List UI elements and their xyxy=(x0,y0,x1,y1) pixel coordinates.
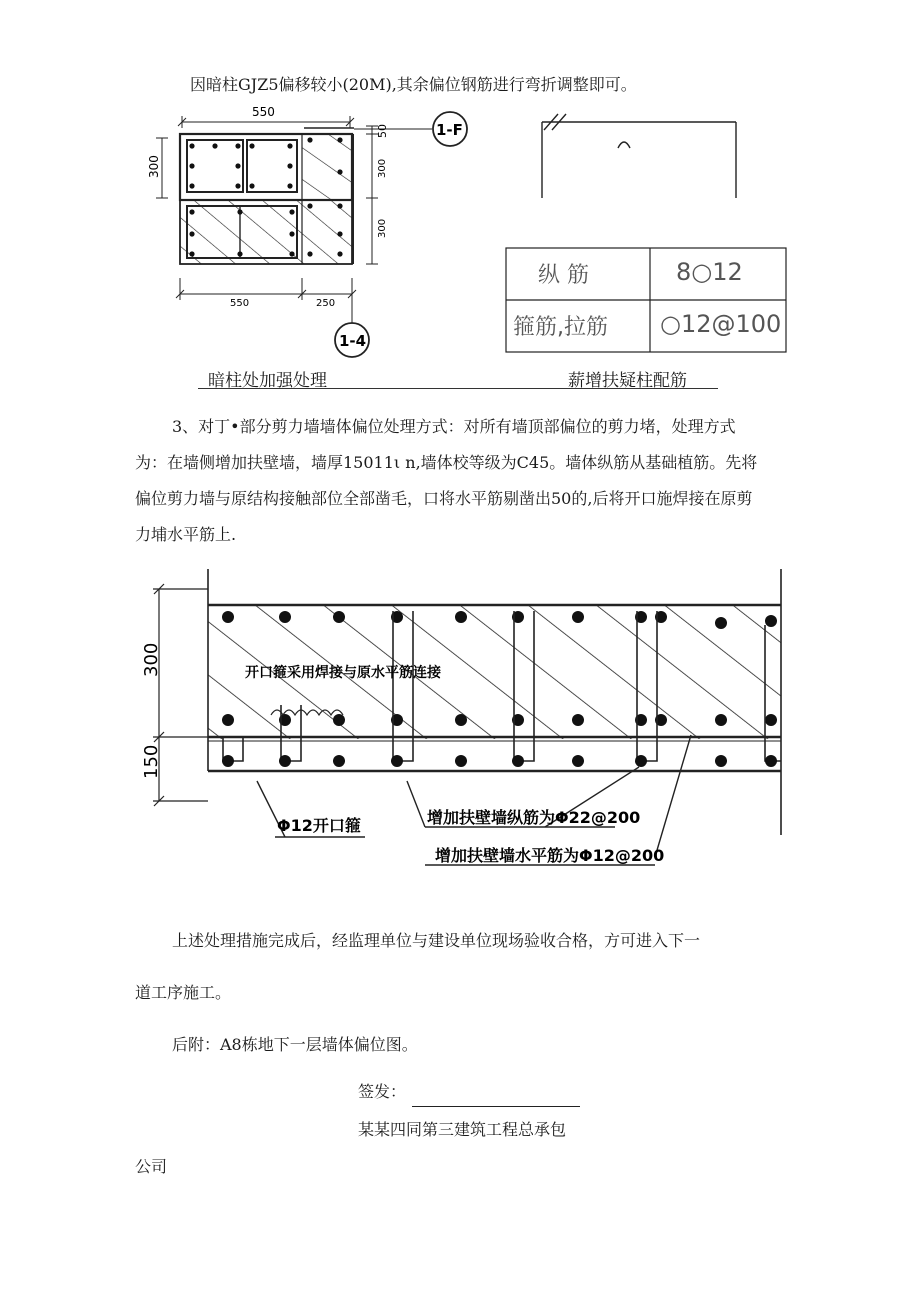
attachment-note: 后附：A8栋地下一层墙体偏位图。 xyxy=(172,1035,418,1054)
dim-left: 300 xyxy=(147,155,161,178)
caption-column-reinforcement: 暗柱处加强处理 xyxy=(208,371,327,391)
table-value-stirrup: ○12@100 xyxy=(660,310,782,338)
sign-row xyxy=(358,1077,580,1107)
label-horizontal-rebar: 增加扶壁墙水平筋为Φ12@200 xyxy=(435,846,665,865)
company-line-1: 某某四同第三建筑工程总承包 xyxy=(358,1120,567,1139)
section3-line-1: 3、对丁•部分剪力墙墙体偏位处理方式：对所有墙顶部偏位的剪力堵，处理方式 xyxy=(172,417,736,436)
dim-bottom-right: 250 xyxy=(316,298,336,309)
table-label-longitudinal: 纵 筋 xyxy=(538,263,589,288)
axis-tag-bottom: 1-4 xyxy=(339,332,367,350)
closing-line-1: 上述处理措施完成后，经监理单位与建设单位现场验收合格，方可进入下一 xyxy=(172,931,701,950)
table-value-longitudinal: 8○12 xyxy=(676,258,743,286)
section3-line-4: 力埔水平筋上. xyxy=(135,525,237,544)
sign-label: 签发： xyxy=(358,1082,407,1101)
axis-tag-top: 1-F xyxy=(436,121,463,139)
section3-line-2: 为：在墙侧增加扶壁墙，墙厚15011ι n,墙体校等级为C45。墙体纵筋从基础植筋。先将 xyxy=(135,453,758,472)
weld-note: 开口箍采用焊接与原水平筋连接 xyxy=(245,665,441,681)
caption-divider xyxy=(198,388,718,389)
closing-line-2: 道工序施工。 xyxy=(135,983,232,1002)
section3-line-3: 偏位剪力墙与原结构接触部位全部凿毛，口将水平筋剔凿出50的,后将开口施焊接在原剪 xyxy=(135,489,753,508)
wall-dim-bottom: 150 xyxy=(141,744,162,779)
label-open-stirrup: Φ12开口箍 xyxy=(277,816,361,835)
intro-text: 因暗柱GJZ5偏移较小(20M),其余偏位钢筋进行弯折调整即可。 xyxy=(190,75,637,94)
table-label-stirrup: 箍筋,拉筋 xyxy=(513,315,608,340)
dim-top: 550 xyxy=(252,105,275,119)
dim-bottom-left: 550 xyxy=(230,298,250,309)
caption-new-column: 薪增扶疑柱配筋 xyxy=(568,371,687,391)
wall-dim-top: 300 xyxy=(141,642,162,677)
dim-right-lower: 300 xyxy=(377,218,388,238)
dim-right-upper: 300 xyxy=(377,158,388,178)
label-vertical-rebar: 增加扶壁墙纵筋为Φ22@200 xyxy=(427,808,641,827)
figure-column-reinforcement xyxy=(140,98,490,360)
company-line-2: 公司 xyxy=(135,1157,168,1176)
figure-buttress-wall xyxy=(135,565,805,890)
dim-right-small: 50 xyxy=(376,124,389,138)
signature-line xyxy=(412,1088,580,1107)
